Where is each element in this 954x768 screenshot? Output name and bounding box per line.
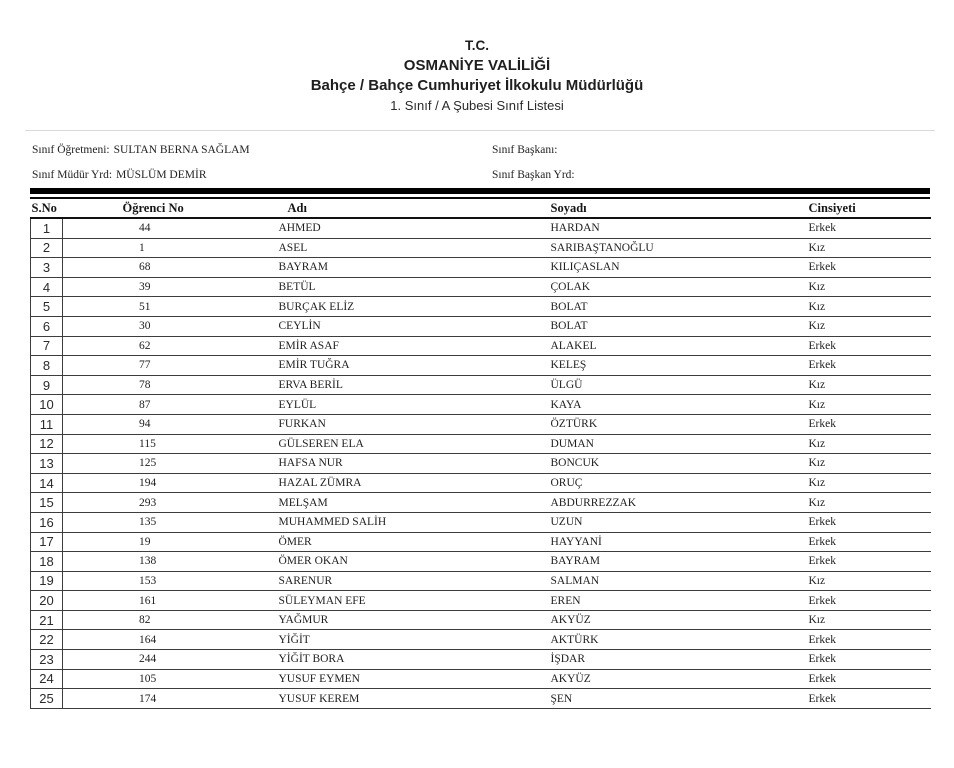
cell-gender: Kız bbox=[806, 375, 931, 395]
cell-sno: 11 bbox=[31, 414, 63, 434]
table-row bbox=[31, 375, 931, 395]
cell-surname: AKYÜZ bbox=[548, 669, 806, 689]
cell-gender: Kız bbox=[806, 473, 931, 493]
cell-student-no: 68 bbox=[63, 258, 276, 278]
cell-first-name: MUHAMMED SALİH bbox=[276, 512, 548, 532]
cell-sno: 12 bbox=[31, 434, 63, 454]
cell-first-name: CEYLİN bbox=[276, 316, 548, 336]
cell-surname: ALAKEL bbox=[548, 336, 806, 356]
cell-surname: ABDURREZZAK bbox=[548, 493, 806, 513]
cell-student-no: 115 bbox=[63, 434, 276, 454]
cell-gender: Kız bbox=[806, 571, 931, 591]
cell-student-no: 51 bbox=[63, 297, 276, 317]
cell-sno: 4 bbox=[31, 277, 63, 297]
cell-gender: Kız bbox=[806, 454, 931, 474]
table-row bbox=[31, 258, 931, 278]
cell-gender: Kız bbox=[806, 434, 931, 454]
cell-first-name: BETÜL bbox=[276, 277, 548, 297]
table-row bbox=[31, 630, 931, 650]
cell-gender: Erkek bbox=[806, 669, 931, 689]
cell-sno: 9 bbox=[31, 375, 63, 395]
cell-surname: KILIÇASLAN bbox=[548, 258, 806, 278]
cell-gender: Erkek bbox=[806, 512, 931, 532]
table-row bbox=[31, 395, 931, 415]
cell-first-name: ÖMER bbox=[276, 532, 548, 552]
cell-first-name: BAYRAM bbox=[276, 258, 548, 278]
cell-sno: 18 bbox=[31, 552, 63, 572]
table-row bbox=[31, 669, 931, 689]
cell-student-no: 138 bbox=[63, 552, 276, 572]
cell-sno: 23 bbox=[31, 650, 63, 670]
table-row bbox=[31, 512, 931, 532]
cell-surname: EREN bbox=[548, 591, 806, 611]
info-block bbox=[32, 144, 930, 194]
cell-surname: SALMAN bbox=[548, 571, 806, 591]
cell-surname: BONCUK bbox=[548, 454, 806, 474]
student-table bbox=[30, 199, 931, 709]
cell-first-name: SARENUR bbox=[276, 571, 548, 591]
cell-student-no: 62 bbox=[63, 336, 276, 356]
cell-sno: 6 bbox=[31, 316, 63, 336]
cell-first-name: EYLÜL bbox=[276, 395, 548, 415]
cell-student-no: 1 bbox=[63, 238, 276, 258]
cell-sno: 17 bbox=[31, 532, 63, 552]
cell-gender: Erkek bbox=[806, 258, 931, 278]
table-row bbox=[31, 689, 931, 709]
vice-president-label: Sınıf Başkan Yrd: bbox=[492, 169, 575, 181]
cell-surname: ÇOLAK bbox=[548, 277, 806, 297]
table-row bbox=[31, 277, 931, 297]
cell-gender: Erkek bbox=[806, 689, 931, 709]
cell-gender: Erkek bbox=[806, 356, 931, 376]
cell-surname: BAYRAM bbox=[548, 552, 806, 572]
cell-sno: 3 bbox=[31, 258, 63, 278]
cell-first-name: BURÇAK ELİZ bbox=[276, 297, 548, 317]
cell-gender: Erkek bbox=[806, 650, 931, 670]
cell-first-name: YUSUF KEREM bbox=[276, 689, 548, 709]
cell-sno: 8 bbox=[31, 356, 63, 376]
cell-student-no: 164 bbox=[63, 630, 276, 650]
cell-gender: Erkek bbox=[806, 218, 931, 238]
cell-sno: 15 bbox=[31, 493, 63, 513]
table-row bbox=[31, 650, 931, 670]
table-header-row bbox=[31, 199, 931, 218]
cell-sno: 24 bbox=[31, 669, 63, 689]
cell-student-no: 77 bbox=[63, 356, 276, 376]
table-row bbox=[31, 434, 931, 454]
class-teacher-value: SULTAN BERNA SAĞLAM bbox=[113, 144, 250, 156]
cell-first-name: MELŞAM bbox=[276, 493, 548, 513]
cell-surname: HAYYANİ bbox=[548, 532, 806, 552]
cell-sno: 25 bbox=[31, 689, 63, 709]
cell-sno: 1 bbox=[31, 218, 63, 238]
cell-gender: Kız bbox=[806, 316, 931, 336]
col-header-sno: S.No bbox=[31, 199, 63, 218]
cell-gender: Erkek bbox=[806, 591, 931, 611]
cell-student-no: 194 bbox=[63, 473, 276, 493]
cell-sno: 7 bbox=[31, 336, 63, 356]
cell-sno: 21 bbox=[31, 610, 63, 630]
class-president-label: Sınıf Başkanı: bbox=[492, 144, 558, 156]
cell-student-no: 44 bbox=[63, 218, 276, 238]
table-row bbox=[31, 336, 931, 356]
cell-first-name: ERVA BERİL bbox=[276, 375, 548, 395]
cell-gender: Kız bbox=[806, 395, 931, 415]
deputy-principal-field bbox=[32, 169, 492, 181]
cell-sno: 22 bbox=[31, 630, 63, 650]
cell-first-name: ASEL bbox=[276, 238, 548, 258]
cell-sno: 2 bbox=[31, 238, 63, 258]
cell-student-no: 82 bbox=[63, 610, 276, 630]
cell-first-name: YAĞMUR bbox=[276, 610, 548, 630]
cell-first-name: ÖMER OKAN bbox=[276, 552, 548, 572]
table-row bbox=[31, 297, 931, 317]
governorship-title: OSMANİYE VALİLİĞİ bbox=[403, 57, 551, 74]
table-row bbox=[31, 316, 931, 336]
cell-gender: Erkek bbox=[806, 552, 931, 572]
cell-student-no: 39 bbox=[63, 277, 276, 297]
cell-first-name: YUSUF EYMEN bbox=[276, 669, 548, 689]
table-row bbox=[31, 552, 931, 572]
col-header-gender: Cinsiyeti bbox=[806, 199, 931, 218]
cell-student-no: 125 bbox=[63, 454, 276, 474]
info-row-1 bbox=[32, 144, 930, 169]
cell-surname: ÜLGÜ bbox=[548, 375, 806, 395]
cell-surname: DUMAN bbox=[548, 434, 806, 454]
table-row bbox=[31, 493, 931, 513]
cell-surname: ÖZTÜRK bbox=[548, 414, 806, 434]
vice-president-field bbox=[492, 169, 930, 181]
cell-sno: 19 bbox=[31, 571, 63, 591]
cell-first-name: HAFSA NUR bbox=[276, 454, 548, 474]
cell-student-no: 135 bbox=[63, 512, 276, 532]
class-list-title: 1. Sınıf / A Şubesi Sınıf Listesi bbox=[390, 98, 564, 113]
cell-gender: Erkek bbox=[806, 336, 931, 356]
cell-gender: Erkek bbox=[806, 532, 931, 552]
cell-surname: UZUN bbox=[548, 512, 806, 532]
table-row bbox=[31, 532, 931, 552]
cell-student-no: 78 bbox=[63, 375, 276, 395]
cell-gender: Kız bbox=[806, 277, 931, 297]
cell-surname: ORUÇ bbox=[548, 473, 806, 493]
cell-surname: BOLAT bbox=[548, 316, 806, 336]
cell-student-no: 174 bbox=[63, 689, 276, 709]
table-row bbox=[31, 454, 931, 474]
cell-gender: Erkek bbox=[806, 630, 931, 650]
cell-surname: KAYA bbox=[548, 395, 806, 415]
table-row bbox=[31, 238, 931, 258]
deputy-principal-value: MÜSLÜM DEMİR bbox=[116, 169, 207, 181]
cell-first-name: YİĞİT bbox=[276, 630, 548, 650]
cell-first-name: EMİR ASAF bbox=[276, 336, 548, 356]
cell-student-no: 153 bbox=[63, 571, 276, 591]
cell-gender: Kız bbox=[806, 238, 931, 258]
cell-gender: Kız bbox=[806, 297, 931, 317]
class-teacher-label: Sınıf Öğretmeni: bbox=[32, 144, 110, 156]
cell-sno: 16 bbox=[31, 512, 63, 532]
table-row bbox=[31, 356, 931, 376]
school-directorate-title: Bahçe / Bahçe Cumhuriyet İlkokulu Müdürlüğü bbox=[310, 77, 644, 94]
cell-student-no: 87 bbox=[63, 395, 276, 415]
deputy-principal-label: Sınıf Müdür Yrd: bbox=[32, 169, 113, 181]
col-header-surname: Soyadı bbox=[548, 199, 806, 218]
divider-thick bbox=[30, 188, 930, 194]
document-header bbox=[0, 36, 954, 116]
cell-student-no: 244 bbox=[63, 650, 276, 670]
table-row bbox=[31, 414, 931, 434]
cell-first-name: GÜLSEREN ELA bbox=[276, 434, 548, 454]
cell-surname: BOLAT bbox=[548, 297, 806, 317]
cell-sno: 10 bbox=[31, 395, 63, 415]
cell-first-name: EMİR TUĞRA bbox=[276, 356, 548, 376]
cell-student-no: 19 bbox=[63, 532, 276, 552]
col-header-first-name: Adı bbox=[276, 199, 548, 218]
cell-gender: Kız bbox=[806, 610, 931, 630]
cell-surname: AKTÜRK bbox=[548, 630, 806, 650]
table-row bbox=[31, 571, 931, 591]
cell-student-no: 293 bbox=[63, 493, 276, 513]
cell-surname: KELEŞ bbox=[548, 356, 806, 376]
cell-student-no: 161 bbox=[63, 591, 276, 611]
cell-first-name: YİĞİT BORA bbox=[276, 650, 548, 670]
table-row bbox=[31, 591, 931, 611]
table-row bbox=[31, 610, 931, 630]
cell-first-name: SÜLEYMAN EFE bbox=[276, 591, 548, 611]
table-row bbox=[31, 218, 931, 238]
cell-surname: İŞDAR bbox=[548, 650, 806, 670]
republic-title: T.C. bbox=[464, 38, 489, 53]
cell-surname: ŞEN bbox=[548, 689, 806, 709]
cell-sno: 14 bbox=[31, 473, 63, 493]
cell-gender: Kız bbox=[806, 493, 931, 513]
class-president-field bbox=[492, 144, 930, 156]
cell-student-no: 30 bbox=[63, 316, 276, 336]
cell-sno: 5 bbox=[31, 297, 63, 317]
cell-student-no: 94 bbox=[63, 414, 276, 434]
divider-light bbox=[25, 130, 935, 131]
cell-surname: AKYÜZ bbox=[548, 610, 806, 630]
cell-first-name: HAZAL ZÜMRA bbox=[276, 473, 548, 493]
cell-surname: SARIBAŞTANOĞLU bbox=[548, 238, 806, 258]
cell-sno: 13 bbox=[31, 454, 63, 474]
cell-first-name: AHMED bbox=[276, 218, 548, 238]
col-header-student-no: Öğrenci No bbox=[63, 199, 276, 218]
cell-gender: Erkek bbox=[806, 414, 931, 434]
class-teacher-field bbox=[32, 144, 492, 156]
cell-sno: 20 bbox=[31, 591, 63, 611]
cell-surname: HARDAN bbox=[548, 218, 806, 238]
table-row bbox=[31, 473, 931, 493]
cell-student-no: 105 bbox=[63, 669, 276, 689]
cell-first-name: FURKAN bbox=[276, 414, 548, 434]
